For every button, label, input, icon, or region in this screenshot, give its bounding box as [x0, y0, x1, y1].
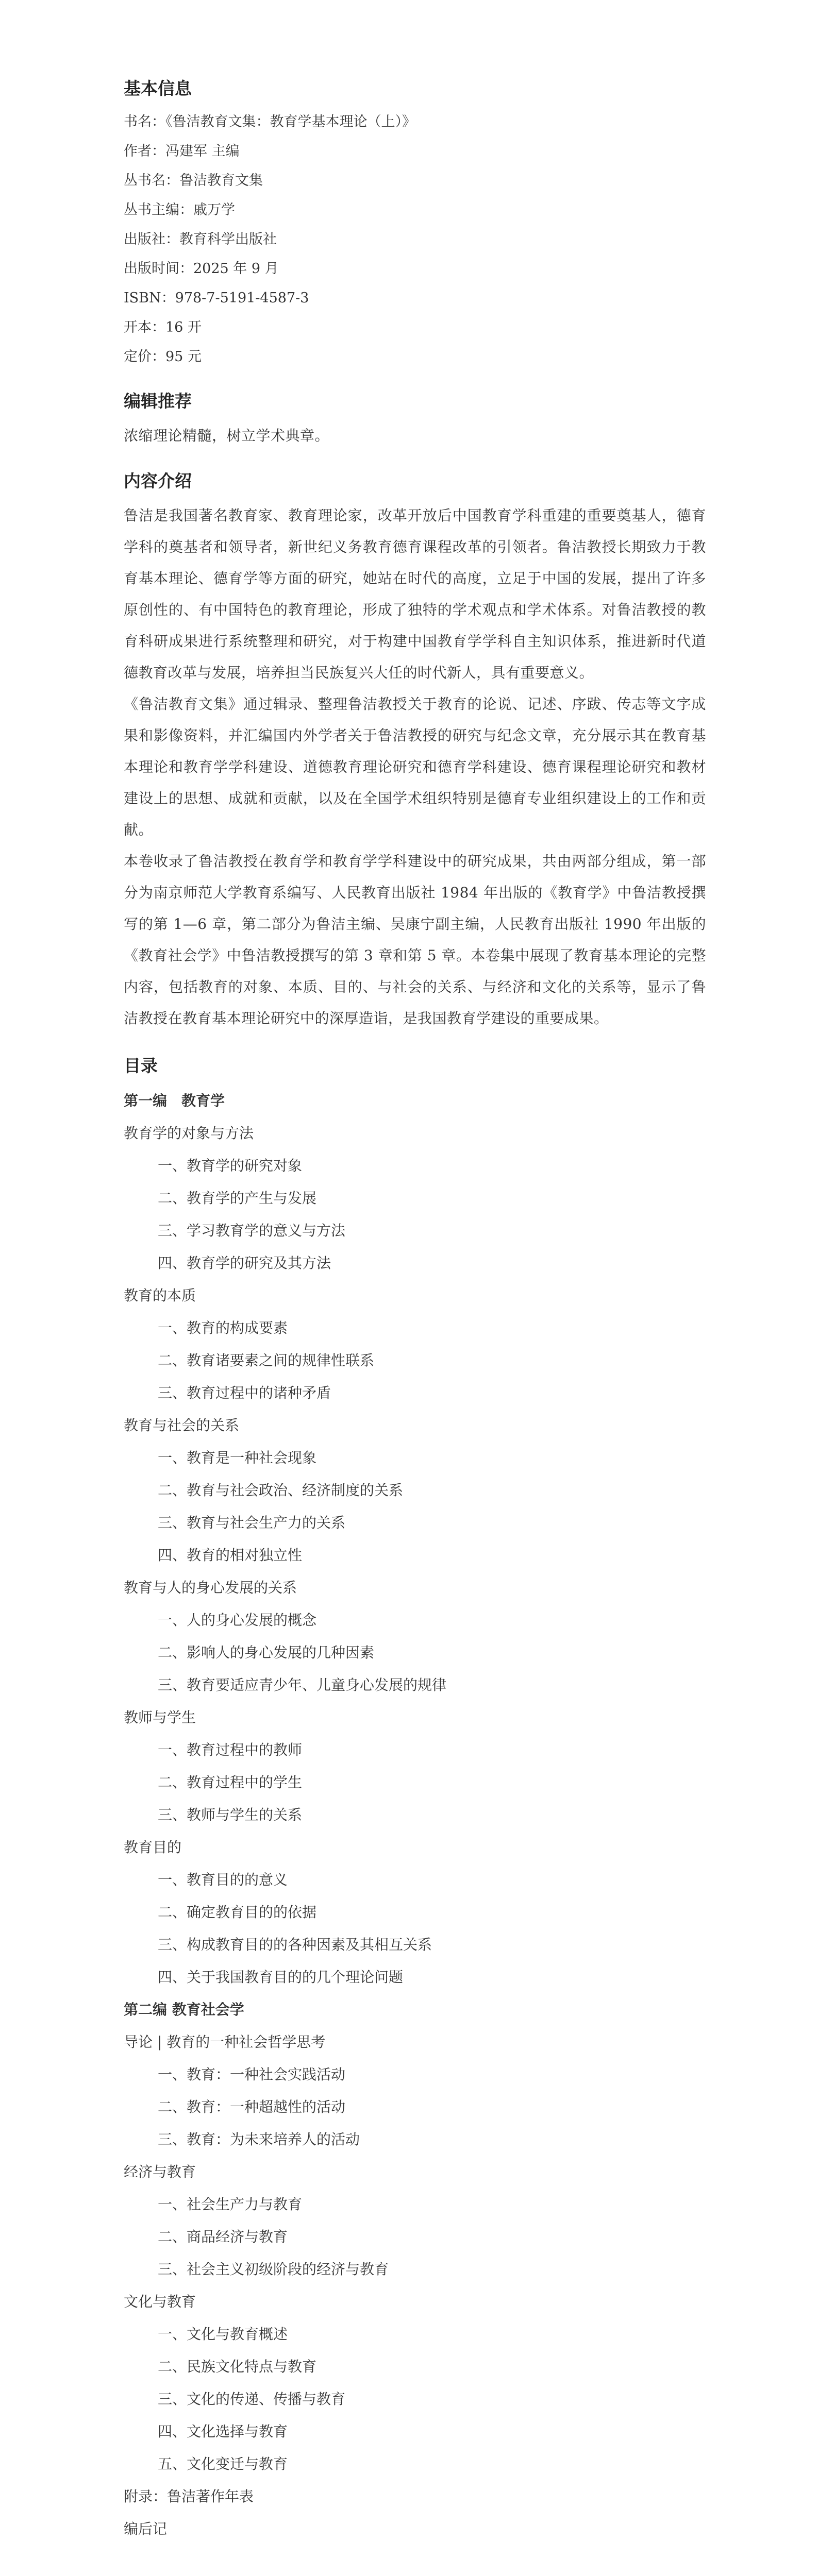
toc-item: 一、教育过程中的教师	[158, 1741, 303, 1758]
info-row-title: 书名：《鲁洁教育文集：教育学基本理论（上）》	[124, 114, 416, 130]
toc-chapter: 经济与教育	[124, 2163, 196, 2180]
info-row-series: 丛书名：鲁洁教育文集	[124, 173, 263, 189]
toc-chapter: 文化与教育	[124, 2293, 196, 2310]
toc-item: 二、教育与社会政治、经济制度的关系	[158, 1482, 404, 1499]
toc-item: 二、影响人的身心发展的几种因素	[158, 1644, 375, 1661]
toc-item: 二、教育诸要素之间的规律性联系	[158, 1352, 375, 1369]
toc-chapter: 教育与人的身心发展的关系	[124, 1579, 297, 1596]
toc-item: 一、教育目的的意义	[158, 1871, 288, 1888]
intro-paragraph: 鲁洁是我国著名教育家、教育理论家，改革开放后中国教育学科重建的重要奠基人，德育学科的奠基者和领导者，新世纪义务教育德育课程改革的引领者。鲁洁教授长期致力于教育基本理论、德育学等方面的研究，她站在时代的高度，立足于中国的发展，提出了许多原创性的、有中国特色的教育理论，形成了独特的学术观点和学术体系。对鲁洁教授的教育科研成果进行系统整理和研究，对于构建中国教育学学科自主知识体系，推进新时代道德教育改革与发展，培养担当民族复兴大任的时代新人，具有重要意义。	[124, 507, 706, 681]
recommendation-heading: 编辑推荐	[124, 391, 192, 411]
toc-item: 四、关于我国教育目的的几个理论问题	[158, 1969, 404, 1986]
toc-item: 三、教育过程中的诸种矛盾	[158, 1384, 331, 1401]
toc-chapter: 教育目的	[124, 1839, 182, 1856]
toc-item: 四、文化选择与教育	[158, 2423, 288, 2440]
toc-item: 三、教育：为未来培养人的活动	[158, 2131, 360, 2148]
toc-chapter: 导论 | 教育的一种社会哲学思考	[124, 2033, 326, 2050]
basic-info-list	[124, 107, 706, 371]
toc-item: 四、教育学的研究及其方法	[158, 1255, 331, 1272]
toc-item: 一、社会生产力与教育	[158, 2196, 303, 2213]
recommendation-text: 浓缩理论精髓，树立学术典章。	[124, 427, 330, 444]
toc-item: 三、学习教育学的意义与方法	[158, 1222, 346, 1239]
toc-chapter: 教育与社会的关系	[124, 1417, 240, 1434]
toc-item: 三、文化的传递、传播与教育	[158, 2391, 346, 2408]
toc-item: 三、构成教育目的的各种因素及其相互关系	[158, 1936, 432, 1953]
toc-item: 一、教育是一种社会现象	[158, 1449, 317, 1466]
info-row-price: 定价：95 元	[124, 349, 202, 365]
intro-paragraph: 本卷收录了鲁洁教授在教育学和教育学学科建设中的研究成果，共由两部分组成，第一部分为南京师范大学教育系编写、人民教育出版社 1984 年出版的《教育学》中鲁洁教授撰写的第 1—6 章，第二部分为鲁洁主编、吴康宁副主编，人民教育出版社 1990 年出版的《教育社会学》中鲁洁教授撰写的第 3 章和第 5 章。本卷集中展现了教育基本理论的完整内容，包括教育的对象、本质、目的、与社会的关系、与经济和文化的关系等，显示了鲁洁教授在教育基本理论研究中的深厚造诣，是我国教育学建设的重要成果。	[124, 853, 706, 1027]
toc-chapter: 教育学的对象与方法	[124, 1125, 254, 1142]
toc-item: 一、教育学的研究对象	[158, 1157, 303, 1174]
toc-item: 一、教育：一种社会实践活动	[158, 2066, 346, 2083]
toc-section	[124, 1055, 706, 2545]
toc-item: 二、商品经济与教育	[158, 2228, 288, 2245]
toc-appendix: 附录：鲁洁著作年表	[124, 2488, 254, 2505]
toc-item: 三、教育要适应青少年、儿童身心发展的规律	[158, 1676, 447, 1693]
toc-afterword: 编后记	[124, 2520, 168, 2537]
info-row-publish-date: 出版时间：2025 年 9 月	[124, 261, 279, 277]
toc-item: 二、民族文化特点与教育	[158, 2358, 317, 2375]
toc-item: 三、社会主义初级阶段的经济与教育	[158, 2261, 389, 2278]
toc-item: 二、教育：一种超越性的活动	[158, 2098, 346, 2115]
toc-part-title: 第一编 教育学	[124, 1092, 225, 1109]
toc-item: 一、人的身心发展的概念	[158, 1612, 317, 1629]
introduction-heading: 内容介绍	[124, 471, 192, 491]
toc-chapter: 教育的本质	[124, 1287, 196, 1304]
basic-info-heading: 基本信息	[124, 78, 192, 98]
info-row-author: 作者：冯建军 主编	[124, 143, 240, 159]
toc-chapter: 教师与学生	[124, 1709, 196, 1726]
info-row-series-editor: 丛书主编：戚万学	[124, 202, 235, 218]
toc-item: 三、教师与学生的关系	[158, 1806, 303, 1823]
basic-info-section	[124, 77, 706, 371]
recommendation-section	[124, 390, 706, 451]
toc-item: 二、教育学的产生与发展	[158, 1190, 317, 1207]
toc-item: 四、教育的相对独立性	[158, 1547, 303, 1564]
toc-part-title: 第二编 教育社会学	[124, 2001, 244, 2018]
toc-item: 二、确定教育目的的依据	[158, 1904, 317, 1921]
toc-item: 一、文化与教育概述	[158, 2326, 288, 2343]
toc-item: 二、教育过程中的学生	[158, 1774, 303, 1791]
toc-item: 一、教育的构成要素	[158, 1319, 288, 1336]
info-row-isbn: ISBN：978-7-5191-4587-3	[124, 290, 309, 306]
info-row-format: 开本：16 开	[124, 319, 202, 335]
toc-item: 三、教育与社会生产力的关系	[158, 1514, 346, 1531]
introduction-section	[124, 470, 706, 1034]
toc-item: 五、文化变迁与教育	[158, 2455, 288, 2472]
info-row-publisher: 出版社：教育科学出版社	[124, 231, 277, 247]
toc-heading: 目录	[124, 1056, 158, 1076]
intro-paragraph: 《鲁洁教育文集》通过辑录、整理鲁洁教授关于教育的论说、记述、序跋、传志等文字成果和影像资料，并汇编国内外学者关于鲁洁教授的研究与纪念文章，充分展示其在教育基本理论和教育学学科建设、道德教育理论研究和德育学科建设、德育课程理论研究和教材建设上的思想、成就和贡献，以及在全国学术组织特别是德育专业组织建设上的工作和贡献。	[124, 696, 706, 838]
